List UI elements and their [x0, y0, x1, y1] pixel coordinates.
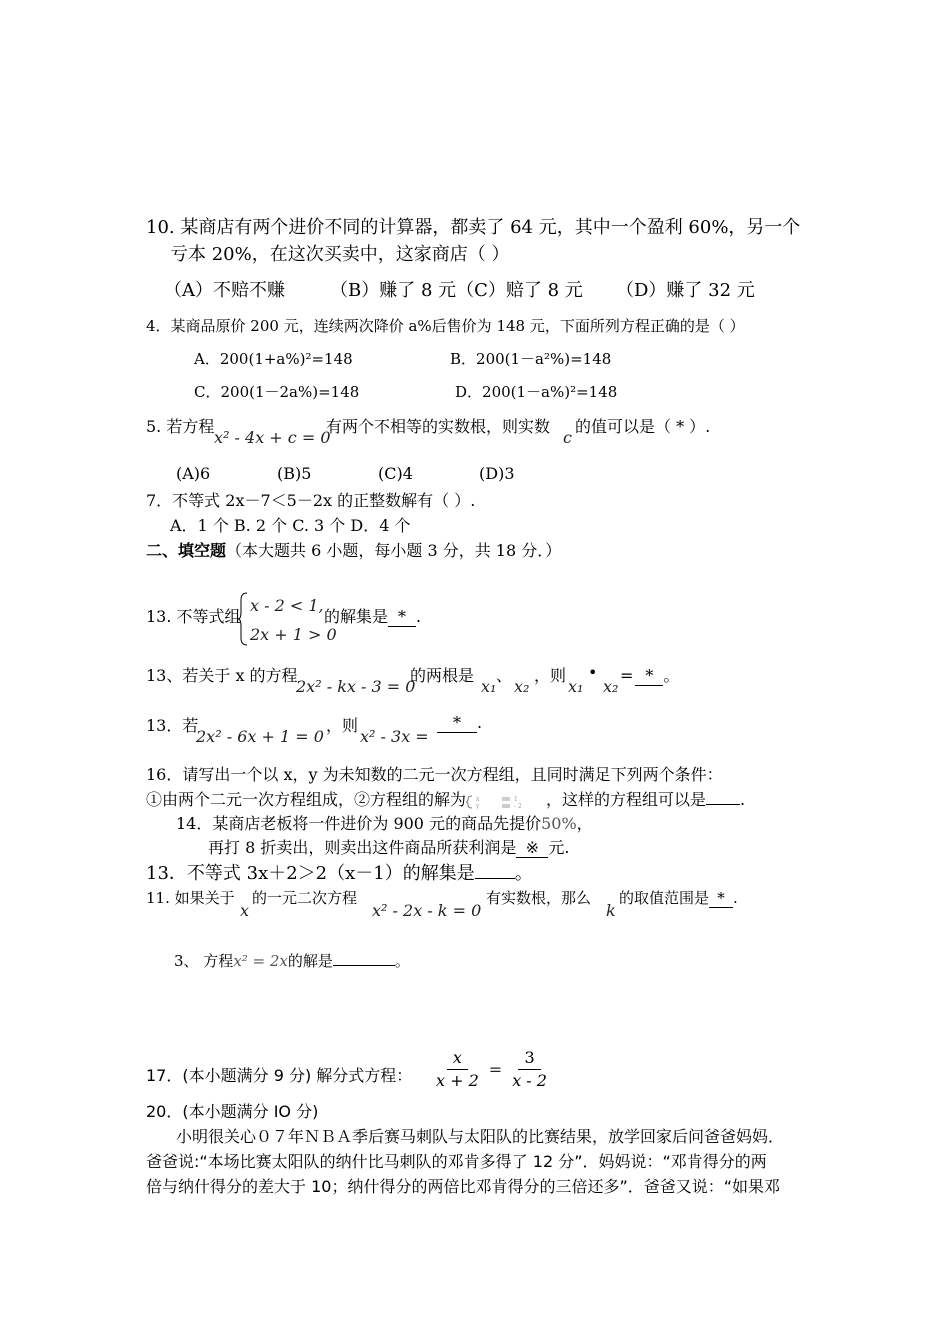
q11-suffix: 的取值范围是	[619, 889, 710, 907]
q13b-x1: x₁	[481, 677, 497, 696]
q11-equation: x² - 2x - k = 0	[372, 901, 482, 920]
q13b-comma: ，则	[534, 666, 567, 685]
q13b-x2: x₂	[514, 677, 530, 696]
q4-option-a: A．200(1+a%)²=148	[194, 350, 353, 368]
q13d-end: 。	[514, 863, 533, 884]
q3-prefix: 3、 方程	[174, 952, 234, 970]
q13b-x1-product: x₁	[568, 677, 584, 696]
svg-text:y: y	[476, 802, 480, 809]
q16-blank	[706, 790, 740, 805]
q13c-prefix: 13．若	[146, 716, 199, 735]
q5-option-b: (B)5	[277, 464, 312, 483]
section-heading-title: 二、填空题	[146, 541, 227, 560]
q13c-blank: *	[437, 714, 477, 733]
q4-option-b: B．200(1－a²%)=148	[450, 350, 612, 368]
q10-option-bc: （B）赚了 8 元（C）赔了 8 元	[330, 280, 583, 301]
q11-var-x: x	[240, 901, 250, 920]
q16-line2	[146, 787, 745, 810]
q20-paragraph-line3: 倍与纳什得分的差大于 10；纳什得分的两倍比邓肯得分的三倍还多”．爸爸又说：“如果邓	[146, 1177, 781, 1196]
svg-text:1: 1	[514, 795, 518, 803]
q13b-equation: 2x² - kx - 3 = 0	[296, 677, 416, 696]
q14-line1	[176, 811, 593, 834]
q17-equals: =	[488, 1060, 503, 1079]
q13b-blank: *	[635, 667, 663, 686]
q13a-row2: 2x + 1 > 0	[250, 625, 337, 644]
q3-end: 。	[394, 952, 410, 970]
q20-label: 20．(本小题满分 IO 分)	[146, 1102, 319, 1121]
q3-equation: x² = 2x	[233, 952, 288, 970]
q14-text: 14．某商店老板将一件进价为 900 元的商品先提价	[176, 814, 542, 833]
q17-right-numerator: 3	[518, 1047, 540, 1070]
q13c-expression: x² - 3x =	[360, 727, 429, 746]
q13b-middle: 的两根是	[410, 666, 475, 685]
q13c-end: .	[477, 713, 483, 732]
q17-left-numerator: x	[447, 1047, 468, 1070]
section-heading	[146, 538, 561, 561]
q13b-dot: •	[588, 663, 598, 682]
q13a-end: .	[416, 607, 422, 626]
q13d-text: 13．不等式 3x＋2＞2（x－1）的解集是	[146, 863, 475, 884]
q11-var-k: k	[606, 901, 616, 920]
q13a-brace	[238, 592, 246, 644]
q5-suffix: 的值可以是（ * ）.	[575, 417, 711, 436]
q16-line1: 16．请写出一个以 x，y 为未知数的二元一次方程组，且同时满足下列两个条件：	[146, 765, 723, 784]
q4-option-d: D．200(1－a%)²=148	[455, 383, 618, 401]
q17-equation	[430, 1047, 553, 1092]
q13c-equation: 2x² - 6x + 1 = 0	[196, 727, 324, 746]
q13b-answer	[620, 663, 679, 686]
q13b-separator: 、	[496, 666, 513, 685]
q13b-end: 。	[663, 666, 680, 685]
q17-right-fraction	[506, 1047, 553, 1092]
q11-middle2: 有实数根，那么	[486, 889, 592, 907]
q20-paragraph-line2: 爸爸说:“本场比赛太阳队的纳什比马刺队的邓肯多得了 12 分”．妈妈说：“邓肯得分的两	[146, 1152, 767, 1171]
q5-middle: 有两个不相等的实数根，则实数	[326, 417, 551, 436]
q11-middle: 的一元二次方程	[252, 889, 358, 907]
section-heading-note: （本大题共 6 小题，每小题 3 分，共 18 分．）	[226, 541, 562, 560]
q13d-line	[146, 859, 533, 885]
q16-end: .	[740, 790, 746, 809]
q14-blank: ※	[516, 839, 548, 858]
q13b-prefix: 13、若关于 x 的方程	[146, 666, 298, 685]
q7-stem: 7．不等式 2x－7＜5－2x 的正整数解有（ ）.	[146, 491, 476, 510]
q13b-x2-product: x₂	[603, 677, 619, 696]
q4-stem: 4．某商品原价 200 元，连续两次降价 a%后售价为 148 元，下面所列方程正确的是（ ）	[146, 317, 745, 335]
q13c-answer	[437, 713, 482, 733]
q10-option-d: （D）赚了 32 元	[616, 280, 755, 301]
q5-equation: x² - 4x + c = 0	[214, 428, 331, 447]
q13a-row1: x - 2 < 1,	[250, 596, 324, 615]
q11-blank: *	[709, 890, 733, 908]
q14-line2	[208, 835, 569, 858]
q10-line1: 10. 某商店有两个进价不同的计算器，都卖了 64 元，其中一个盈利 60%，另一个	[146, 217, 801, 238]
q11-end: .	[733, 889, 738, 907]
q16-condition-text2: ，这样的方程组可以是	[546, 790, 707, 809]
q5-var-c: c	[563, 428, 572, 447]
q11-prefix: 11. 如果关于	[146, 889, 235, 907]
svg-text:x: x	[476, 795, 480, 803]
q17-left-denominator: x + 2	[436, 1071, 479, 1090]
q13d-blank	[475, 862, 515, 879]
q5-option-a: (A)6	[176, 464, 211, 483]
q5-prefix: 5. 若方程	[146, 417, 215, 436]
q13a-suffix: 的解集是	[324, 607, 389, 626]
q14-percent: 50%	[541, 814, 577, 833]
q3-suffix: 的解是	[287, 952, 333, 970]
q14-line2-end: 元.	[548, 838, 570, 857]
q13b-equals: =	[620, 666, 634, 685]
q4-option-c: C．200(1－2a%)=148	[194, 383, 360, 401]
q17-right-denominator: x - 2	[512, 1071, 547, 1090]
q7-options: A．1 个 B. 2 个 C. 3 个 D．4 个	[170, 516, 411, 535]
q3-blank	[333, 951, 395, 966]
q13a-prefix: 13. 不等式组	[146, 607, 241, 626]
q11-answer	[619, 887, 738, 908]
q16-solution-graphic	[466, 794, 546, 808]
q17-left-fraction	[430, 1047, 485, 1092]
svg-text:- 2: - 2	[514, 802, 522, 809]
q5-option-d: (D)3	[479, 464, 515, 483]
q14-line1-end: ，	[576, 814, 593, 833]
q5-option-c: (C)4	[378, 464, 413, 483]
q14-line2-text: 再打 8 折卖出，则卖出这件商品所获利润是	[208, 838, 517, 857]
q13c-middle: ，则	[326, 716, 359, 735]
q10-option-a: （A）不赔不赚	[164, 280, 285, 301]
q3-line	[174, 950, 410, 971]
q20-paragraph-line1: 小明很关心０７年ＮＢＡ季后赛马刺队与太阳队的比赛结果，放学回家后问爸爸妈妈．	[176, 1127, 785, 1146]
q13a-answer	[324, 604, 421, 627]
q10-line2: 亏本 20%，在这次买卖中，这家商店（ ）	[170, 244, 510, 265]
q16-condition-text: ①由两个二元一次方程组成，②方程组的解为	[146, 790, 467, 809]
q13a-blank: *	[388, 608, 416, 627]
q17-label: 17．(本小题满分 9 分) 解分式方程：	[146, 1066, 413, 1085]
